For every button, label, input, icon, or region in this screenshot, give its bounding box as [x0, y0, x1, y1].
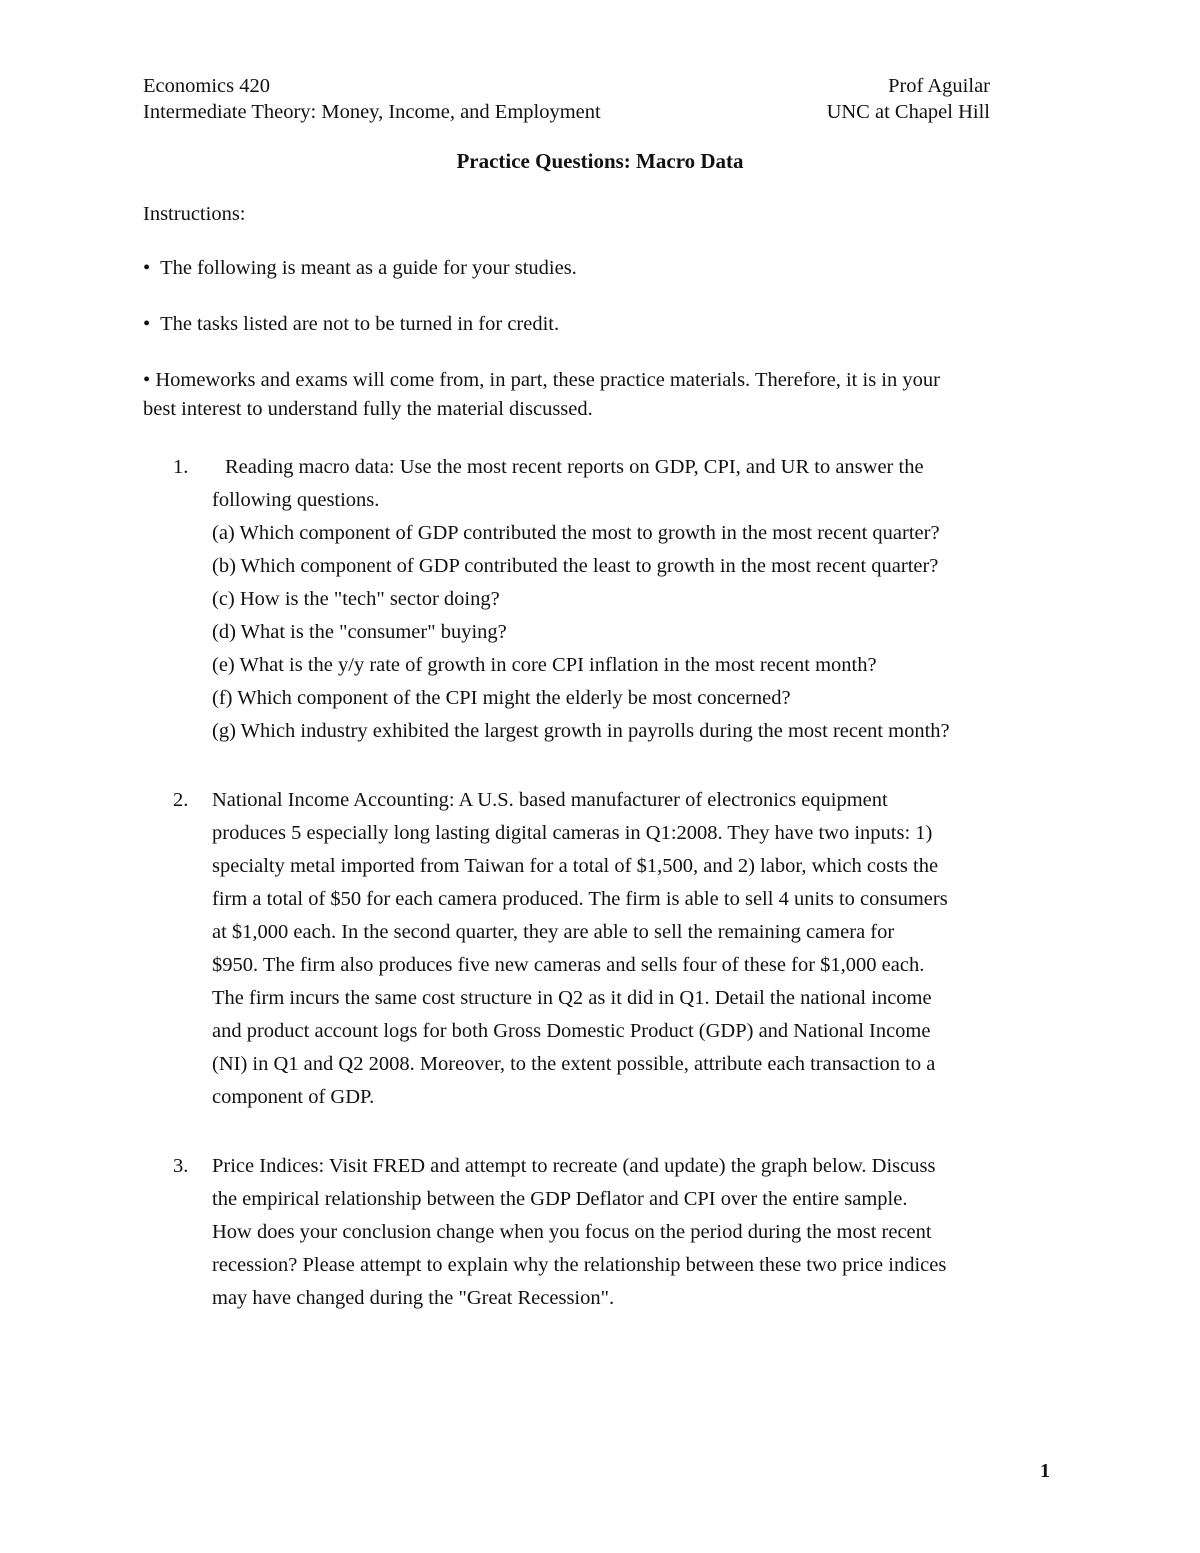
bullet-icon: • [143, 369, 156, 391]
sub-question-a: (a) Which component of GDP contributed the most to growth in the most recent quarter? [212, 522, 940, 544]
sub-question-g: (g) Which industry exhibited the largest growth in payrolls during the most recent month? [212, 720, 950, 742]
bullet-icon: • [143, 257, 161, 279]
question-body [212, 451, 1072, 748]
instruction-bullet-1 [143, 254, 1063, 283]
header-line-2 [143, 100, 990, 124]
question-line: produces 5 especially long lasting digital cameras in Q1:2008. They have two inputs: 1) [212, 822, 933, 844]
question-line: the empirical relationship between the GDP Deflator and CPI over the entire sample. [212, 1188, 908, 1210]
question-line: The firm incurs the same cost structure in Q2 as it did in Q1. Detail the national income [212, 987, 932, 1009]
sub-question-d: (d) What is the "consumer" buying? [212, 621, 507, 643]
course-title: Intermediate Theory: Money, Income, and Employment [143, 101, 601, 123]
instruction-bullet-3 [143, 366, 1063, 424]
question-line: following questions. [212, 489, 380, 511]
instruction-bullet-2 [143, 310, 1063, 339]
question-line: may have changed during the "Great Recession". [212, 1287, 615, 1309]
sub-question-e: (e) What is the y/y rate of growth in core CPI inflation in the most recent month? [212, 654, 877, 676]
question-number: 2. [173, 789, 189, 811]
instruction-text: The following is meant as a guide for your studies. [160, 257, 577, 279]
page-title: Practice Questions: Macro Data [456, 149, 744, 173]
question-line: $950. The firm also produces five new cameras and sells four of these for $1,000 each. [212, 954, 925, 976]
question-line: How does your conclusion change when you focus on the period during the most recent [212, 1221, 932, 1243]
instruction-text-continued: best interest to understand fully the material discussed. [143, 398, 593, 420]
instruction-text: Homeworks and exams will come from, in part, these practice materials. Therefore, it is in your [155, 369, 940, 391]
question-line: specialty metal imported from Taiwan for a total of $1,500, and 2) labor, which costs the [212, 855, 939, 877]
header-line-1 [143, 74, 990, 98]
question-line: Reading macro data: Use the most recent reports on GDP, CPI, and UR to answer the [225, 456, 924, 478]
instructions-label: Instructions: [143, 203, 246, 225]
sub-question-f: (f) Which component of the CPI might the elderly be most concerned? [212, 687, 791, 709]
bullet-icon: • [143, 313, 161, 335]
question-line: recession? Please attempt to explain why the relationship between these two price indices [212, 1254, 947, 1276]
instruction-text: The tasks listed are not to be turned in for credit. [160, 313, 560, 335]
question-line: and product account logs for both Gross Domestic Product (GDP) and National Income [212, 1020, 931, 1042]
question-body [212, 1150, 1072, 1315]
sub-question-c: (c) How is the "tech" sector doing? [212, 588, 500, 610]
question-line: at $1,000 each. In the second quarter, they are able to sell the remaining camera for [212, 921, 895, 943]
question-line: component of GDP. [212, 1086, 375, 1108]
question-line: firm a total of $50 for each camera produced. The firm is able to sell 4 units to consumers [212, 888, 948, 910]
institution: UNC at Chapel Hill [826, 101, 990, 123]
course-number: Economics 420 [143, 75, 270, 97]
question-line: Price Indices: Visit FRED and attempt to recreate (and update) the graph below. Discuss [212, 1155, 936, 1177]
question-number: 3. [173, 1155, 189, 1177]
question-line: (NI) in Q1 and Q2 2008. Moreover, to the extent possible, attribute each transaction to a [212, 1053, 936, 1075]
question-line: National Income Accounting: A U.S. based manufacturer of electronics equipment [212, 789, 888, 811]
page-number: 1 [1040, 1460, 1050, 1482]
question-body [212, 784, 1072, 1114]
question-number: 1. [173, 456, 189, 478]
professor-name: Prof Aguilar [888, 75, 990, 97]
sub-question-b: (b) Which component of GDP contributed the least to growth in the most recent quarter? [212, 555, 939, 577]
